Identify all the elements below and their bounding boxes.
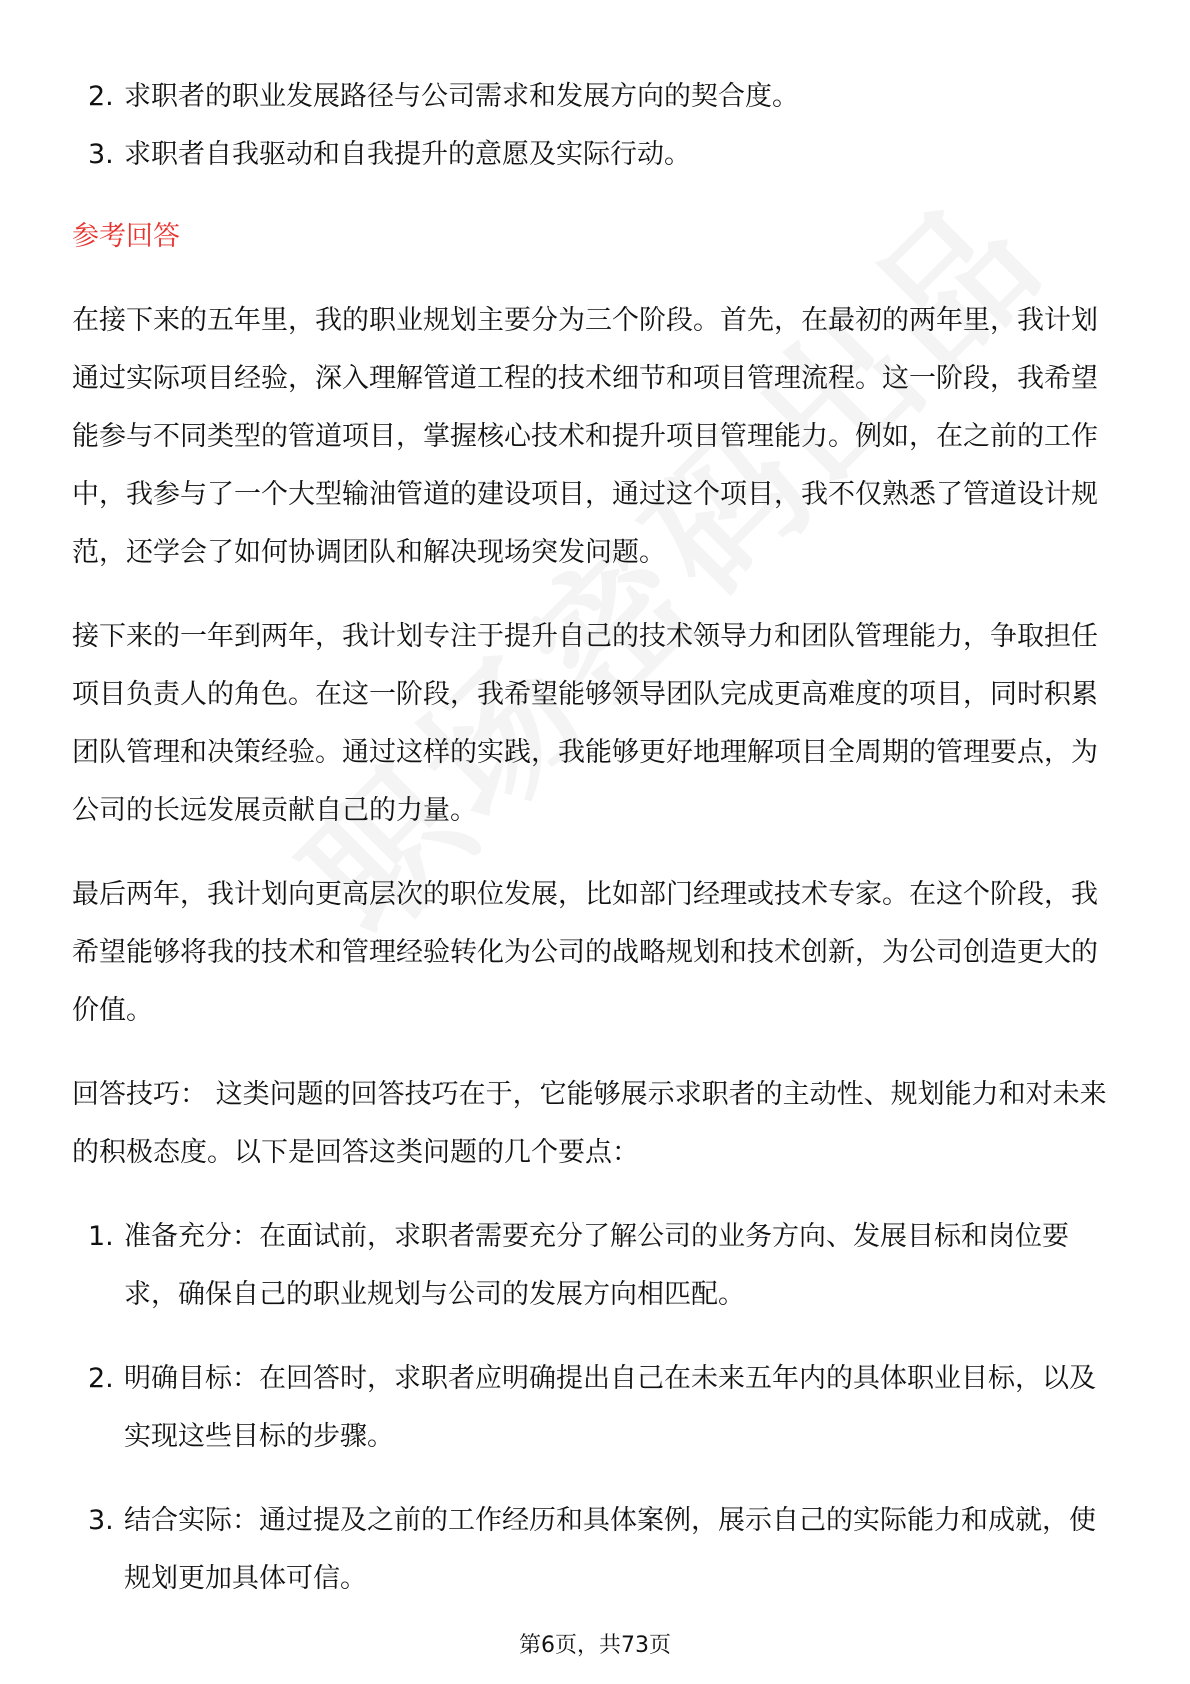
page-footer: 第6页，共73页 (519, 1633, 671, 1658)
list-item (72, 68, 1122, 126)
reference-answer-heading: 参考回答 (72, 221, 180, 252)
list-item (72, 1492, 1122, 1608)
list-number: 1. (88, 1221, 114, 1252)
list-item (72, 1350, 1122, 1466)
list-number: 3. (88, 1505, 114, 1536)
list-number: 3. (88, 139, 114, 170)
list-item (72, 1208, 1122, 1324)
paragraph: 在接下来的五年里，我的职业规划主要分为三个阶段。首先，在最初的两年里，我计划通过实际项目经验，深入理解管道工程的技术细节和项目管理流程。这一阶段，我希望能参与不同类型的管道项目，掌握核心技术和提升项目管理能力。例如，在之前的工作中，我参与了一个大型输油管道的建设项目，通过这个项目，我不仅熟悉了管道设计规范，还学会了如何协调团队和解决现场突发问题。 (72, 305, 1098, 568)
paragraph: 回答技巧： 这类问题的回答技巧在于，它能够展示求职者的主动性、规划能力和对未来的积极态度。以下是回答这类问题的几个要点： (72, 1079, 1107, 1168)
list-text: 准备充分：在面试前，求职者需要充分了解公司的业务方向、发展目标和岗位要求，确保自己的职业规划与公司的发展方向相匹配。 (124, 1221, 1069, 1310)
list-text: 结合实际：通过提及之前的工作经历和具体案例，展示自己的实际能力和成就，使规划更加具体可信。 (124, 1505, 1096, 1594)
list-text: 求职者自我驱动和自我提升的意愿及实际行动。 (124, 139, 691, 170)
list-text: 求职者的职业发展路径与公司需求和发展方向的契合度。 (124, 81, 799, 112)
list-number: 2. (88, 81, 114, 112)
paragraph: 接下来的一年到两年，我计划专注于提升自己的技术领导力和团队管理能力，争取担任项目负责人的角色。在这一阶段，我希望能够领导团队完成更高难度的项目，同时积累团队管理和决策经验。通过这样的实践，我能够更好地理解项目全周期的管理要点，为公司的长远发展贡献自己的力量。 (72, 621, 1098, 826)
tips-list (72, 1208, 1122, 1608)
page-content (72, 68, 1122, 1634)
criteria-list (72, 68, 1122, 184)
list-item (72, 126, 1122, 184)
list-text: 明确目标：在回答时，求职者应明确提出自己在未来五年内的具体职业目标，以及实现这些目标的步骤。 (124, 1363, 1096, 1452)
paragraph: 最后两年，我计划向更高层次的职位发展，比如部门经理或技术专家。在这个阶段，我希望能够将我的技术和管理经验转化为公司的战略规划和技术创新，为公司创造更大的价值。 (72, 879, 1098, 1026)
list-number: 2. (88, 1363, 114, 1394)
